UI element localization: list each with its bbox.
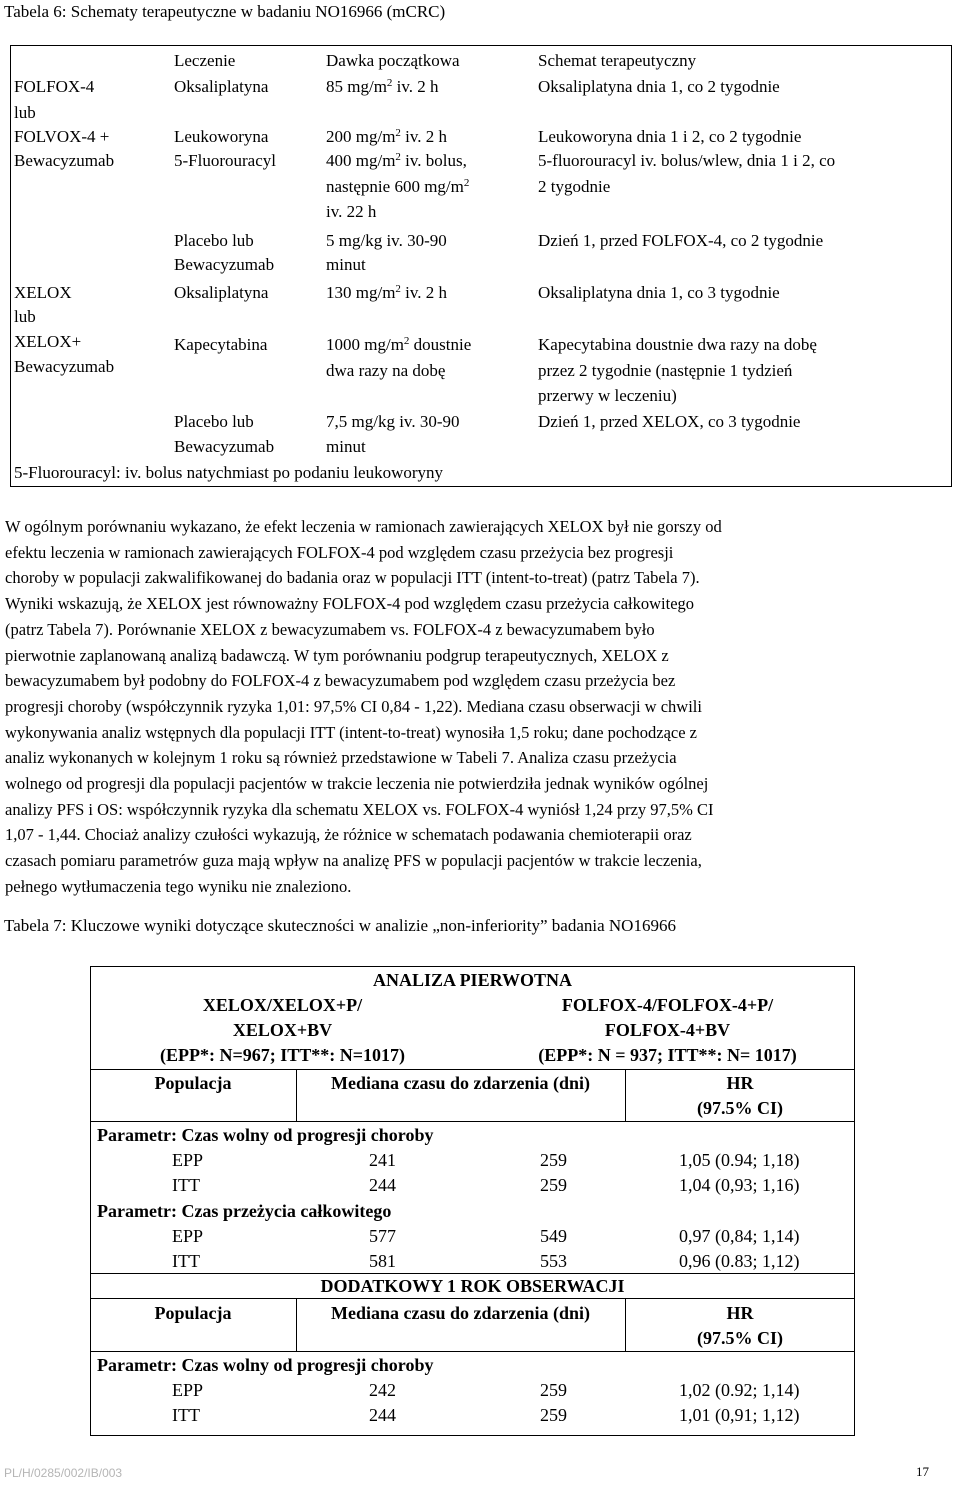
r5-treatment: Oksaliplatyna — [174, 283, 269, 302]
table6-group2-line4: Bewacyzumab — [14, 357, 115, 376]
table7-col2-population: Populacja — [154, 1303, 232, 1323]
r3-schedule-line1: 5-fluorouracyl iv. bolus/wlew, dnia 1 i 2, co — [538, 151, 836, 170]
r1-dose: 85 $mg/m^2$ iv. 2 h — [326, 77, 439, 96]
paragraph-line: efektu leczenia w ramionach zawierających FOLFOX-4 pod względem czasu przeżycia bez progresji — [5, 542, 674, 562]
body-paragraph — [5, 514, 955, 900]
table6-footnote: 5-Fluorouracyl: iv. bolus natychmiast po podaniu leukoworyny — [14, 463, 444, 482]
table6-group2-line1: XELOX — [14, 283, 72, 302]
table7-row-a: 244 — [369, 1175, 396, 1195]
paragraph-line: Wyniki wskazują, że XELOX jest równoważny FOLFOX-4 pod względem czasu przeżycia całkowitego — [5, 594, 695, 614]
r6-dose-line2: dwa razy na dobę — [326, 361, 446, 380]
table6-group1-line1: FOLFOX-4 — [14, 77, 95, 96]
table7-row-hr: 0,97 (0,84; 1,14) — [679, 1226, 800, 1246]
table6-group1-line2: lub — [14, 103, 36, 122]
paragraph-line: (patrz Tabela 7). Porównanie XELOX z bewacyzumabem vs. FOLFOX-4 z bewacyzumabem było — [5, 619, 655, 639]
r3-schedule-line2: 2 tygodnie — [538, 177, 611, 196]
r6-dose-line1: 1000 $mg/m^2$ doustnie — [326, 335, 472, 354]
table6-header-treatment: Leczenie — [174, 51, 236, 70]
table7-row-pop: EPP — [172, 1150, 204, 1170]
table7-row-b: 553 — [540, 1251, 567, 1271]
table6-header-schedule: Schemat terapeutyczny — [538, 51, 697, 70]
r6-treatment: Kapecytabina — [174, 335, 268, 354]
table7-left-header-line1: XELOX/XELOX+P/ — [202, 995, 363, 1015]
table7-param-pfs2: Parametr: Czas wolny od progresji choroby — [97, 1355, 434, 1375]
table7-row-hr: 0,96 (0.83; 1,12) — [679, 1251, 800, 1271]
r7-dose-line1: 7,5 mg/kg iv. 30-90 — [326, 412, 460, 431]
table7-row-hr: 1,02 (0.92; 1,14) — [679, 1380, 800, 1400]
paragraph-line: progresji choroby (współczynnik ryzyka 1,01: 97,5% CI 0,84 - 1,22). Mediana czasu obserwacji w chwili — [5, 696, 702, 716]
table7-row-a: 242 — [369, 1380, 396, 1400]
r4-dose-line2: minut — [326, 255, 366, 274]
table7-row-a: 581 — [369, 1251, 396, 1271]
table6-group1-line3: FOLVOX-4 + — [14, 127, 110, 146]
table7-col-median: Mediana czasu do zdarzenia (dni) — [331, 1073, 590, 1093]
table6-header-dose: Dawka początkowa — [326, 51, 460, 70]
table7-row-b: 259 — [540, 1175, 567, 1195]
table6-group1-line4: Bewacyzumab — [14, 151, 115, 170]
table7-col2-ci: (97.5% CI) — [697, 1328, 783, 1348]
r2-treatment: Leukoworyna — [174, 127, 269, 146]
r7-treatment-line2: Bewacyzumab — [174, 437, 275, 456]
paragraph-line: wolnego od progresji dla populacji pacjentów w trakcie leczenia nie potwierdziła jednak wyników ogólnej — [5, 774, 709, 794]
r3-treatment: 5-Fluorouracyl — [174, 151, 276, 170]
r2-dose: 200 $mg/m^2$ iv. 2 h — [326, 127, 448, 146]
table7-row-b: 259 — [540, 1150, 567, 1170]
table7-row-hr: 1,05 (0.94; 1,18) — [679, 1150, 800, 1170]
paragraph-line: bewacyzumabem był podobny do FOLFOX-4 z bewacyzumabem pod względem czasu przeżycia bez — [5, 671, 676, 691]
table7-param-pfs: Parametr: Czas wolny od progresji choroby — [97, 1125, 434, 1145]
footer-page-number: 17 — [916, 1464, 929, 1479]
r2-schedule: Leukoworyna dnia 1 i 2, co 2 tygodnie — [538, 127, 802, 146]
r4-dose-line1: 5 mg/kg iv. 30-90 — [326, 231, 447, 250]
r3-dose-line1: 400 $mg/m^2$ iv. bolus, — [326, 151, 467, 170]
table7-left-header-line3: (EPP*: N=967; ITT**: N=1017) — [160, 1045, 405, 1065]
table7-row-b: 259 — [540, 1380, 567, 1400]
paragraph-line: analiz wykonanych w kolejnym 1 roku są również przedstawione w Tabeli 7. Analiza czasu przeżycia — [5, 748, 677, 768]
table6-group2-line3: XELOX+ — [14, 332, 82, 351]
paragraph-line: czasach pomiaru parametrów guza mają wpływ na analizę PFS w populacji pacjentów w trakcie leczenia, — [5, 851, 702, 871]
table7-right-header-line1: FOLFOX-4/FOLFOX-4+P/ — [561, 995, 774, 1015]
paragraph-line: 1,07 - 1,44. Chociaż analizy czułości wykazują, że różnice w schematach podawania chemioterapii oraz — [5, 825, 692, 845]
table7-row-pop: ITT — [172, 1175, 200, 1195]
paragraph-line: choroby w populacji zakwalifikowanej do badania oraz w populacji ITT (intent-to-treat) (patrz Tabela 7). — [5, 568, 700, 588]
paragraph-line: wykonywania analiz wstępnych dla populacji ITT (intent-to-treat) wynosiła 1,5 roku; dane pochodzące z — [5, 722, 698, 742]
table7-param-os: Parametr: Czas przeżycia całkowitego — [97, 1201, 392, 1221]
paragraph-line: analizy PFS i OS: współczynnik ryzyka dla schematu XELOX vs. FOLFOX-4 wyniósł 1,24 przy 97,5% CI — [5, 799, 714, 819]
table7-right-header-line3: (EPP*: N = 937; ITT**: N= 1017) — [538, 1045, 797, 1065]
r4-treatment-line1: Placebo lub — [174, 231, 254, 250]
table7-row-hr: 1,01 (0,91; 1,12) — [679, 1405, 800, 1425]
r6-schedule-line3: przerwy w leczeniu) — [538, 386, 677, 405]
r4-treatment-line2: Bewacyzumab — [174, 255, 275, 274]
paragraph-line: pierwotnie zaplanowaną analizą badawczą. W tym porównaniu podgrup terapeutycznych, XELOX z — [5, 645, 669, 665]
table7-row-a: 241 — [369, 1150, 396, 1170]
r7-dose-line2: minut — [326, 437, 366, 456]
r3-dose-line2: następnie 600 $mg/m^2$ — [326, 177, 470, 196]
table7-row-pop: EPP — [172, 1380, 204, 1400]
r1-treatment: Oksaliplatyna — [174, 77, 269, 96]
r5-dose: 130 $mg/m^2$ iv. 2 h — [326, 283, 448, 302]
r6-schedule-line2: przez 2 tygodnie (następnie 1 tydzień — [538, 361, 793, 380]
table7-row-b: 549 — [540, 1226, 567, 1246]
paragraph-line: pełnego wytłumaczenia tego wyniku nie znaleziono. — [5, 876, 352, 896]
paragraph-line: W ogólnym porównaniu wykazano, że efekt leczenia w ramionach zawierających XELOX był nie gorszy od — [5, 517, 722, 536]
table7-right-header-line2: FOLFOX-4+BV — [604, 1020, 731, 1040]
table7-row-pop: ITT — [172, 1405, 200, 1425]
table7-row-a: 577 — [369, 1226, 396, 1246]
table7-row-pop: EPP — [172, 1226, 204, 1246]
table7-col-ci: (97.5% CI) — [697, 1098, 783, 1118]
table7-row-b: 259 — [540, 1405, 567, 1425]
table7-col-population: Populacja — [154, 1073, 232, 1093]
table7-col2-hr: HR — [726, 1303, 754, 1323]
table7-row-pop: ITT — [172, 1251, 200, 1271]
r3-dose-line3: iv. 22 h — [326, 202, 377, 221]
table7-left-header-line2: XELOX+BV — [232, 1020, 333, 1040]
table7-row-hr: 1,04 (0,93; 1,16) — [679, 1175, 800, 1195]
table7-row-a: 244 — [369, 1405, 396, 1425]
r7-treatment-line1: Placebo lub — [174, 412, 254, 431]
table6-title: Tabela 6: Schematy terapeutyczne w badaniu NO16966 (mCRC) — [4, 2, 446, 21]
table7-primary-heading: ANALIZA PIERWOTNA — [373, 970, 572, 990]
table7-additional-heading: DODATKOWY 1 ROK OBSERWACJI — [320, 1276, 625, 1296]
table7-col-hr: HR — [726, 1073, 754, 1093]
table7-col2-median: Mediana czasu do zdarzenia (dni) — [331, 1303, 590, 1323]
r7-schedule: Dzień 1, przed XELOX, co 3 tygodnie — [538, 412, 801, 431]
r5-schedule: Oksaliplatyna dnia 1, co 3 tygodnie — [538, 283, 780, 302]
table6 — [10, 45, 952, 487]
table6-group2-line2: lub — [14, 307, 36, 326]
r1-schedule: Oksaliplatyna dnia 1, co 2 tygodnie — [538, 77, 780, 96]
table7-title: Tabela 7: Kluczowe wyniki dotyczące skuteczności w analizie „non-inferiority” badania NO16966 — [4, 916, 676, 935]
r6-schedule-line1: Kapecytabina doustnie dwa razy na dobę — [538, 335, 817, 354]
footer-document-code: PL/H/0285/002/IB/003 — [4, 1466, 123, 1480]
r4-schedule: Dzień 1, przed FOLFOX-4, co 2 tygodnie — [538, 231, 824, 250]
